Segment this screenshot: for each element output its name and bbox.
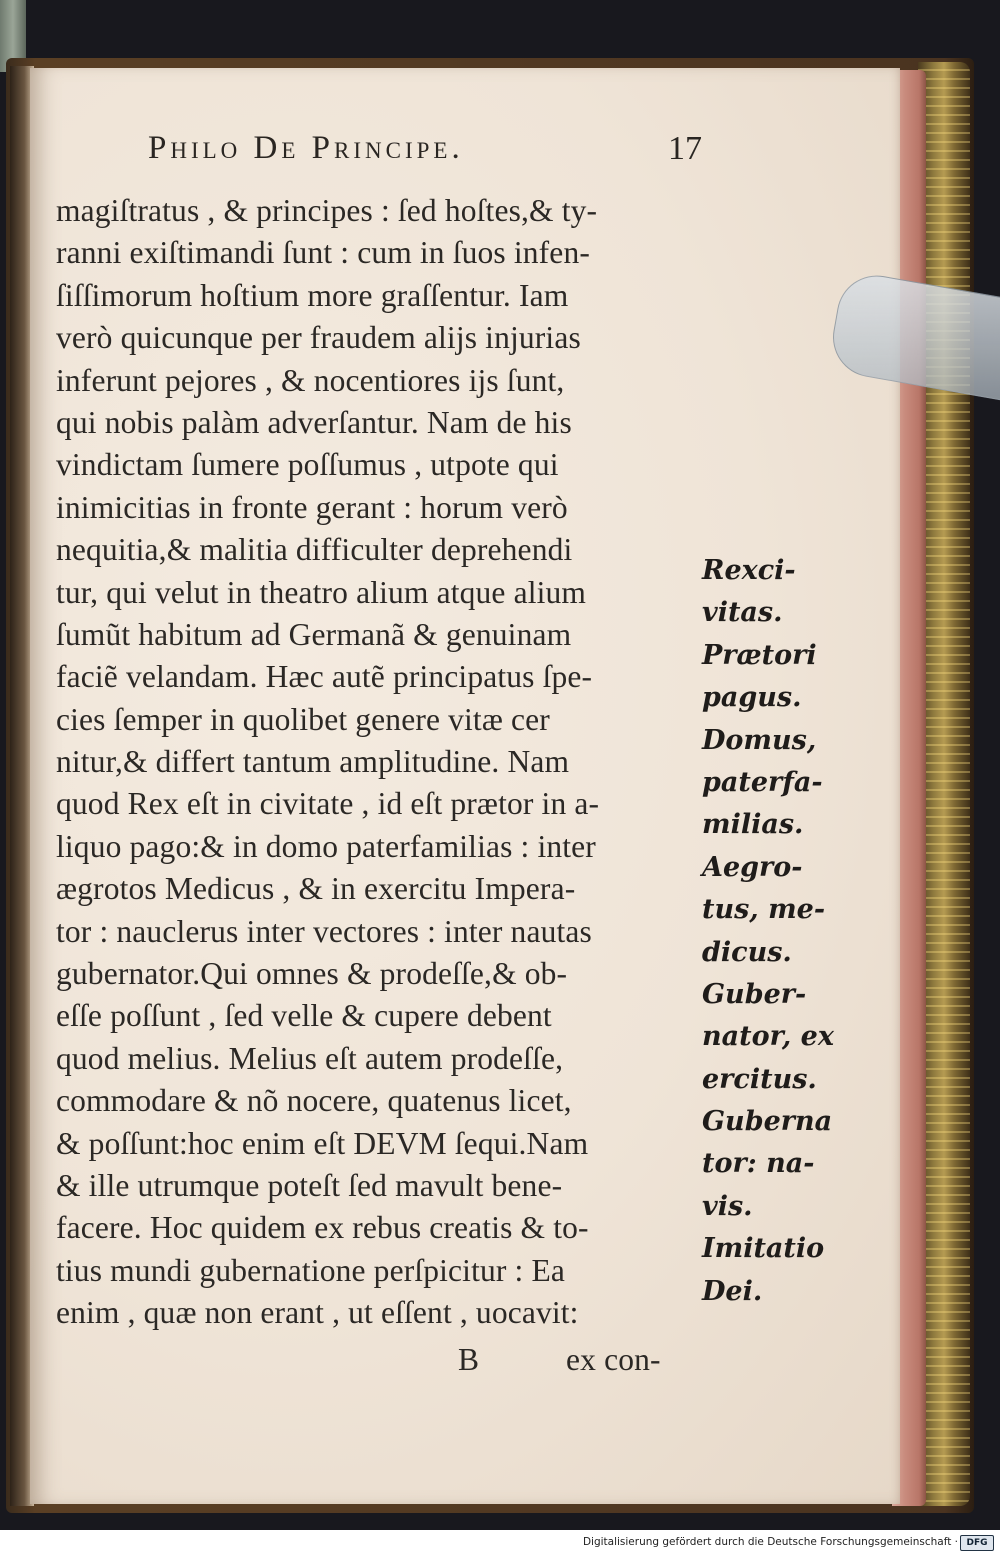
signature-mark: B — [458, 1341, 480, 1377]
text-line: verò quicunque per fraudem alijs injurias — [56, 320, 581, 356]
margin-note: Imitatio — [702, 1233, 825, 1265]
text-line: magiſtratus , & principes : ſed hoſtes,& ty- — [56, 193, 598, 228]
text-line: ſiſſimorum hoſtium more graſſentur. Iam — [56, 277, 569, 313]
text-line: inimicitias in fronte gerant : horum verò — [56, 489, 568, 525]
digitization-footer — [0, 1530, 1000, 1555]
signature-line — [56, 1339, 706, 1381]
text-line: eſſe poſſunt , ſed velle & cupere debent — [56, 998, 552, 1034]
catchword: ex con- — [566, 1341, 661, 1377]
text-line: ranni exiſtimandi ſunt : cum in ſuos infen- — [56, 235, 590, 271]
dfg-logo: DFG — [960, 1535, 994, 1551]
margin-note: Aegro- — [702, 851, 803, 883]
margin-note: tus, me- — [702, 894, 826, 926]
text-line: quod melius. Melius eſt autem prodeſſe, — [56, 1040, 564, 1076]
text-line: enim , quæ non erant , ut eſſent , uocavit: — [56, 1295, 579, 1331]
text-line: tur, qui velut in theatro alium atque alium — [56, 574, 587, 610]
text-line: nitur,& differt tantum amplitudine. Nam — [56, 744, 570, 780]
margin-note: paterfa- — [702, 766, 823, 798]
text-line: faciẽ velandam. Hæc autẽ principatus ſpe- — [56, 659, 593, 695]
text-line: tius mundi gubernatione perſpicitur : Ea — [56, 1252, 565, 1288]
funding-credit: Digitalisierung gefördert durch die Deutsche Forschungsgemeinschaft · — [582, 1536, 958, 1548]
text-line: inferunt pejores , & nocentiores ijs ſunt, — [56, 362, 565, 398]
margin-note: Domus, — [702, 724, 817, 756]
text-line: & poſſunt:hoc enim eſt DEVM ſequi.Nam — [56, 1125, 589, 1161]
margin-note: Guberna — [702, 1106, 833, 1138]
text-line: liquo pago:& in domo paterfamilias : inter — [56, 828, 596, 864]
margin-note: nator, ex — [702, 1021, 834, 1053]
text-line: vindictam ſumere poſſumus , utpote qui — [56, 447, 559, 483]
running-head-title: Philo De Principe. — [148, 130, 464, 166]
text-line: ſumũt habitum ad Germanã & genuinam — [56, 616, 572, 652]
page-number: 17 — [668, 130, 702, 167]
body-text — [56, 190, 706, 1381]
running-head — [148, 130, 708, 180]
margin-note: tor: na- — [702, 1148, 815, 1180]
text-line: ægrotos Medicus , & in exercitu Impera- — [56, 871, 576, 907]
text-line: facere. Hoc quidem ex rebus creatis & to- — [56, 1210, 589, 1246]
margin-note: dicus. — [702, 936, 792, 968]
text-line: nequitia,& malitia difficulter deprehendi — [56, 532, 573, 568]
text-line: gubernator.Qui omnes & prodeſſe,& ob- — [56, 956, 568, 992]
text-line: & ille utrumque poteſt ſed mavult bene- — [56, 1167, 563, 1203]
margin-note: pagus. — [702, 682, 802, 714]
margin-note: vis. — [702, 1190, 753, 1222]
margin-note: Prætori — [702, 639, 817, 671]
text-line: cies ſemper in quolibet genere vitæ cer — [56, 701, 550, 737]
margin-note: ercitus. — [702, 1063, 817, 1095]
margin-note: Dei. — [702, 1275, 763, 1307]
margin-note: milias. — [702, 809, 804, 841]
margin-note: Rexci- — [702, 555, 796, 586]
text-line: quod Rex eſt in civitate , id eſt prætor in a- — [56, 786, 600, 822]
text-line: commodare & nõ nocere, quatenus licet, — [56, 1083, 572, 1119]
marginal-notes — [702, 550, 852, 1313]
margin-note: Guber- — [702, 978, 807, 1010]
text-line: tor : nauclerus inter vectores : inter nautas — [56, 913, 592, 949]
margin-note: vitas. — [702, 597, 783, 629]
text-line: qui nobis palàm adverſantur. Nam de his — [56, 404, 572, 440]
